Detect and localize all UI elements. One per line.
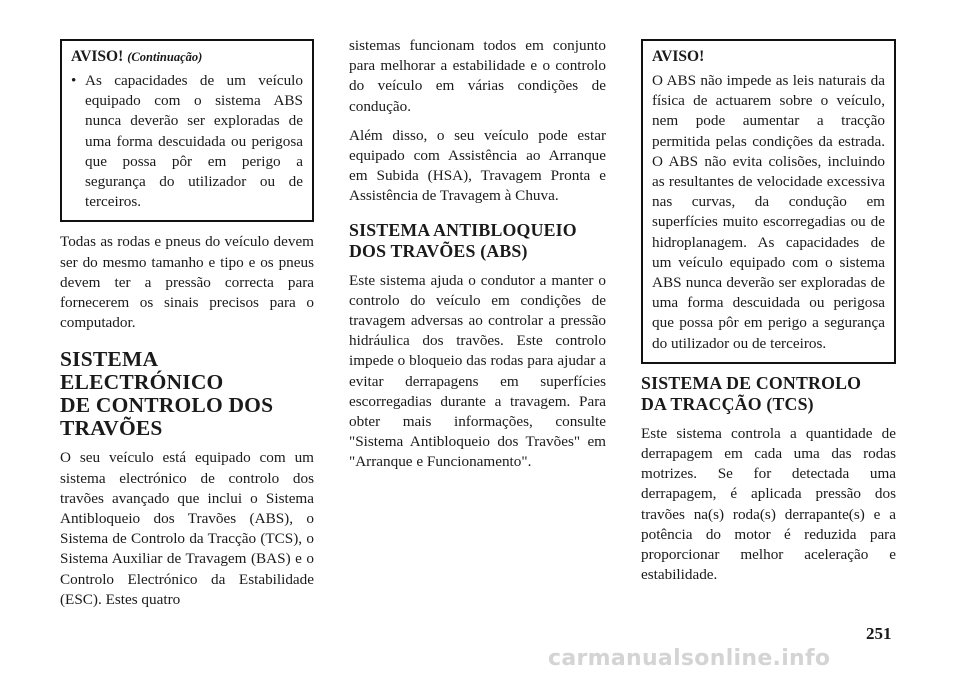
paragraph-tcs: Este sistema controla a quantidade de derrapagem em cada uma das rodas motrizes. Se for detectada uma derrapagem, é aplicada pressão dos travões na(s) roda(s) derrapante(s) e a potência do motor é reduzida para proporcionar melhor aceleração e estabilidade.: [641, 424, 896, 584]
heading-line-2: DOS TRAVÕES (ABS): [349, 241, 528, 262]
paragraph-wheels-tires: Todas as rodas e pneus do veículo devem ser do mesmo tamanho e tipo e os pneus devem ter a pressão correcta para fornecerem os sinais precisos para o computador.: [60, 233, 314, 332]
warning-title: AVISO!: [652, 48, 705, 65]
warning-heading: [652, 47, 885, 67]
paragraph-systems-continued: sistemas funcionam todos em conjunto para melhorar a estabilidade e o controlo do veículo em várias condições de condução.: [349, 37, 606, 115]
heading-line-3: TRAVÕES: [60, 416, 163, 441]
warning-title: AVISO!: [71, 48, 124, 65]
warning-box-continued: [60, 39, 314, 222]
heading-line-1: SISTEMA DE CONTROLO: [641, 372, 862, 393]
warning-list-item: [71, 71, 303, 212]
warning-box-abs: [641, 39, 896, 364]
warning-text: O ABS não impede as leis naturais da física de actuarem sobre o veículo, nem pode aumentar a tracção permitida pelas condições da estrada. O ABS não evita colisões, incluindo as resultantes de velocidade excessiva nas curvas, da condução em superfícies muito escorregadias ou de hidroplanagem. As capacidades de um veículo equipado com o sistema ABS nunca deverão ser exploradas de uma forma descuidada ou perigosa que possa pôr em perigo a segurança do utilizador ou de terceiros.: [652, 72, 885, 352]
section-heading-tcs: [641, 373, 896, 416]
heading-line-1: SISTEMA ELECTRÓNICO: [60, 347, 224, 395]
bullet-icon: •: [71, 72, 77, 89]
paragraph-electronic-brake: O seu veículo está equipado com um sistema electrónico de controlo dos travões avançado que inclui o Sistema Antibloqueio dos Travões (ABS), o Sistema de Controlo da Tracção (TCS), o Sistema Auxiliar de Travagem (BAS) e o Controlo Electrónico da Estabilidade (ESC). Estes quatro: [60, 449, 314, 608]
column-left: [60, 0, 314, 610]
section-heading-electronic-brake: [60, 348, 314, 440]
paragraph-hsa: Além disso, o seu veículo pode estar equipado com Assistência ao Arranque em Subida (HSA), Travagem Pronta e Assistência de Travagem à Chuva.: [349, 126, 606, 205]
heading-line-1: SISTEMA ANTIBLOQUEIO: [349, 219, 577, 240]
watermark-text: carmanualsonline.info: [548, 646, 831, 671]
warning-list: [71, 71, 303, 212]
warning-item-text: As capacidades de um veículo equipado com o sistema ABS nunca deverão ser exploradas de uma forma descuidada ou perigosa que possa pôr em perigo a segurança do utilizador ou de terceiros.: [85, 72, 303, 211]
section-heading-abs: [349, 220, 606, 263]
warning-heading: [71, 47, 303, 67]
column-middle: [349, 0, 606, 473]
warning-continued-label: (Continuação): [127, 50, 203, 64]
column-right: [641, 0, 896, 585]
page-number: 251: [866, 624, 892, 643]
paragraph-abs: Este sistema ajuda o condutor a manter o controlo do veículo em condições de travagem adversas ao controlar a pressão hidráulica dos travões. Este controlo impede o bloqueio das rodas para ajudar a evitar derrapagens em superfícies escorregadias durante a travagem. Para obter mais informações, consulte "Sistema Antibloqueio dos Travões" em "Arranque e Funcionamento".: [349, 271, 606, 471]
heading-line-2: DE CONTROLO DOS: [60, 393, 274, 418]
heading-line-2: DA TRACÇÃO (TCS): [641, 394, 814, 415]
